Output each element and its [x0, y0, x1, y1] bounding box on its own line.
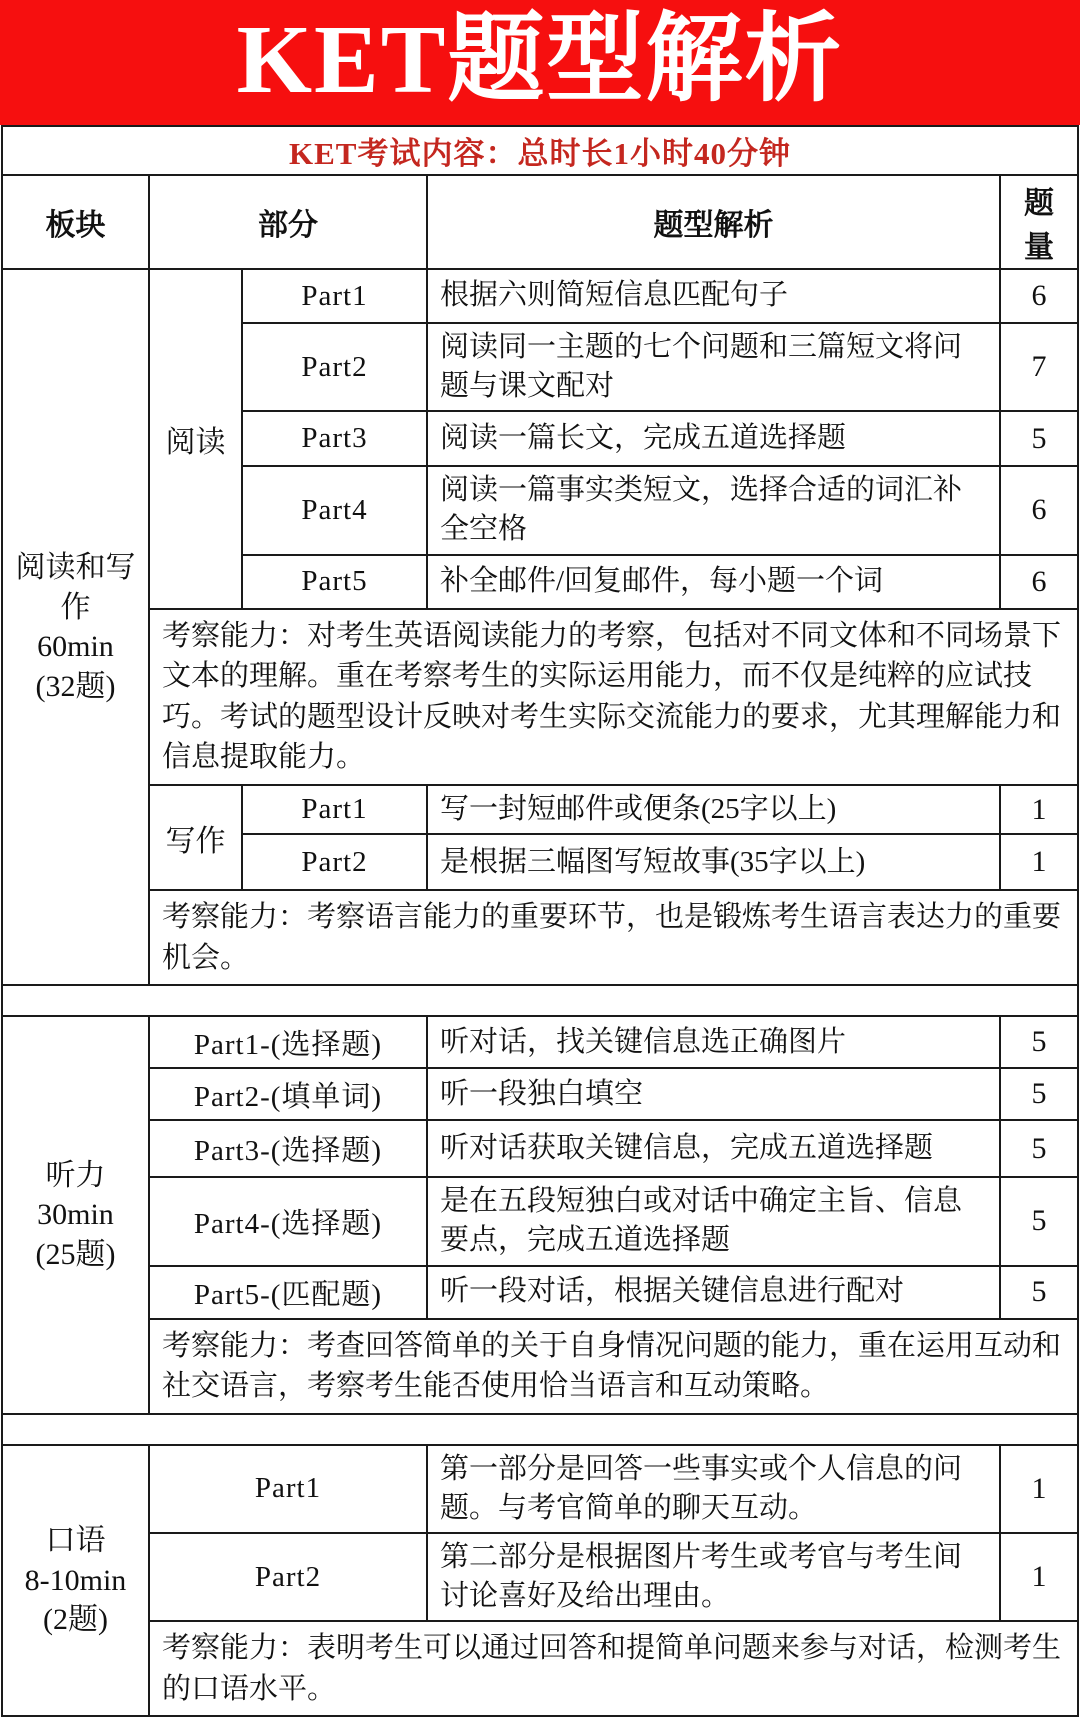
table-row	[2, 1016, 1078, 1068]
module-question-count: (32题)	[35, 669, 116, 703]
separator-row	[2, 985, 1078, 1016]
column-header-part: 部分	[149, 175, 427, 269]
part-description: 听一段独白填空	[427, 1068, 1000, 1120]
question-count: 5	[1000, 1266, 1078, 1319]
module-cell-speaking	[2, 1445, 149, 1717]
category-cell-writing: 写作	[149, 785, 242, 890]
ket-exam-table	[1, 125, 1079, 1717]
table-row	[2, 269, 1078, 323]
question-count: 6	[1000, 555, 1078, 609]
table-row	[2, 1266, 1078, 1319]
part-description: 阅读一篇长文，完成五道选择题	[427, 411, 1000, 466]
part-label: Part4	[242, 466, 427, 554]
part-description: 阅读一篇事实类短文，选择合适的词汇补全空格	[427, 466, 1000, 554]
question-count: 7	[1000, 323, 1078, 411]
part-label: Part3-(选择题)	[149, 1120, 427, 1177]
part-label: Part3	[242, 411, 427, 466]
module-name: 听力	[45, 1158, 106, 1192]
table-row	[2, 1621, 1078, 1716]
part-description: 阅读同一主题的七个问题和三篇短文将问题与课文配对	[427, 323, 1000, 411]
part-label: Part5-(匹配题)	[149, 1266, 427, 1319]
separator-cell	[2, 985, 1078, 1016]
part-description: 第二部分是根据图片考生或考官与考生间讨论喜好及给出理由。	[427, 1533, 1000, 1621]
module-duration: 8-10min	[24, 1563, 127, 1597]
table-row	[2, 1120, 1078, 1177]
exam-summary-text: KET考试内容：总时长1小时40分钟	[289, 136, 791, 171]
question-count: 5	[1000, 1016, 1078, 1068]
module-name: 口语	[45, 1524, 106, 1558]
table-row	[2, 1319, 1078, 1414]
part-description: 听一段对话，根据关键信息进行配对	[427, 1266, 1000, 1319]
question-count: 5	[1000, 411, 1078, 466]
ability-note-reading: 考察能力：对考生英语阅读能力的考察，包括对不同文体和不同场景下文本的理解。重在考察考生的实际运用能力，而不仅是纯粹的应试技巧。考试的题型设计反映对考生实际交流能力的要求，尤其理解能力和信息提取能力。	[149, 609, 1078, 785]
part-description: 听对话，找关键信息选正确图片	[427, 1016, 1000, 1068]
category-cell-reading: 阅读	[149, 269, 242, 609]
part-description: 第一部分是回答一些事实或个人信息的问题。与考官简单的聊天互动。	[427, 1445, 1000, 1533]
ability-note-listening: 考察能力：考查回答简单的关于自身情况问题的能力，重在运用互动和社交语言，考察考生能否使用恰当语言和互动策略。	[149, 1319, 1078, 1414]
module-question-count: (25题)	[35, 1237, 116, 1271]
part-description: 听对话获取关键信息，完成五道选择题	[427, 1120, 1000, 1177]
question-count: 1	[1000, 834, 1078, 890]
part-label: Part2	[242, 323, 427, 411]
page-title: KET题型解析	[236, 6, 844, 113]
part-description: 是根据三幅图写短故事(35字以上)	[427, 834, 1000, 890]
title-banner	[0, 0, 1080, 125]
part-label: Part5	[242, 555, 427, 609]
table-row	[2, 890, 1078, 985]
module-name: 阅读和写作	[15, 550, 136, 624]
exam-summary-cell	[2, 126, 1078, 175]
table-row	[2, 1533, 1078, 1621]
question-count: 5	[1000, 1177, 1078, 1265]
table-row	[2, 1068, 1078, 1120]
table-row	[2, 1177, 1078, 1265]
ability-note-speaking: 考察能力：表明考生可以通过回答和提简单问题来参与对话，检测考生的口语水平。	[149, 1621, 1078, 1716]
part-label: Part1	[242, 269, 427, 323]
column-header-module: 板块	[2, 175, 149, 269]
column-header-count: 题量	[1000, 175, 1078, 269]
table-row	[2, 785, 1078, 834]
part-label: Part1-(选择题)	[149, 1016, 427, 1068]
question-count: 6	[1000, 466, 1078, 554]
module-cell-listening	[2, 1016, 149, 1413]
question-count: 1	[1000, 785, 1078, 834]
part-description: 是在五段短独白或对话中确定主旨、信息要点，完成五道选择题	[427, 1177, 1000, 1265]
part-label: Part4-(选择题)	[149, 1177, 427, 1265]
table-header-row	[2, 175, 1078, 269]
module-cell-reading-writing	[2, 269, 149, 985]
module-duration: 60min	[37, 630, 114, 664]
part-label: Part2-(填单词)	[149, 1068, 427, 1120]
part-description: 根据六则简短信息匹配句子	[427, 269, 1000, 323]
question-count: 6	[1000, 269, 1078, 323]
separator-cell	[2, 1414, 1078, 1445]
part-label: Part1	[149, 1445, 427, 1533]
question-count: 1	[1000, 1533, 1078, 1621]
part-label: Part2	[149, 1533, 427, 1621]
module-question-count: (2题)	[42, 1603, 108, 1637]
table-row	[2, 609, 1078, 785]
ability-note-writing: 考察能力：考察语言能力的重要环节，也是锻炼考生语言表达力的重要机会。	[149, 890, 1078, 985]
part-label: Part1	[242, 785, 427, 834]
question-count: 5	[1000, 1068, 1078, 1120]
part-description: 补全邮件/回复邮件，每小题一个词	[427, 555, 1000, 609]
table-row	[2, 1445, 1078, 1533]
part-label: Part2	[242, 834, 427, 890]
question-count: 1	[1000, 1445, 1078, 1533]
question-count: 5	[1000, 1120, 1078, 1177]
separator-row	[2, 1414, 1078, 1445]
part-description: 写一封短邮件或便条(25字以上)	[427, 785, 1000, 834]
exam-summary-row	[2, 126, 1078, 175]
column-header-analysis: 题型解析	[427, 175, 1000, 269]
module-duration: 30min	[37, 1198, 114, 1232]
